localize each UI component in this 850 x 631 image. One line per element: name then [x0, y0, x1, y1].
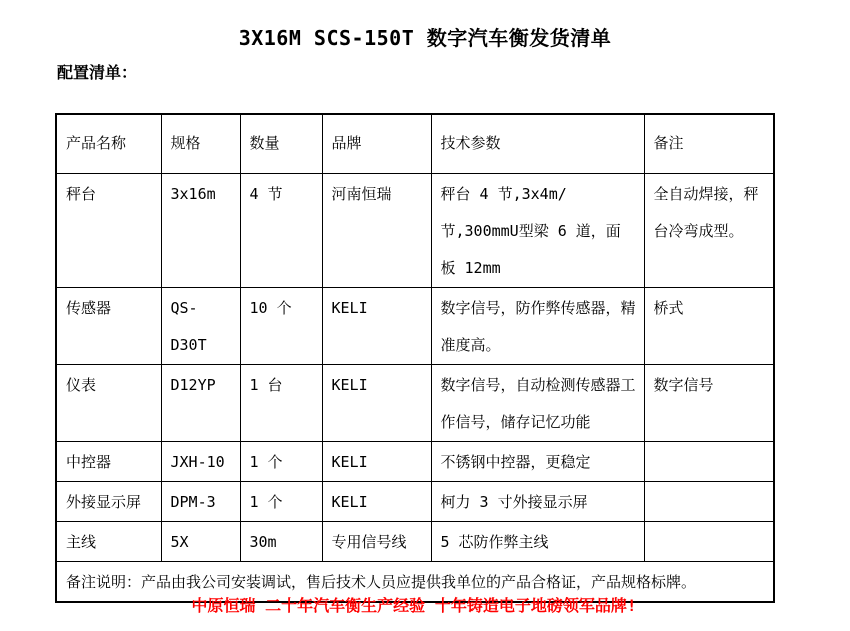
cell-brand: KELI	[322, 441, 431, 481]
col-header-spec: 规格	[161, 114, 240, 173]
cell-product: 秤台	[56, 173, 161, 287]
cell-brand: KELI	[322, 287, 431, 364]
cell-brand: 专用信号线	[322, 521, 431, 561]
cell-remark	[644, 481, 774, 521]
table-row-sensor	[56, 287, 774, 364]
cell-tech-params: 数字信号，防作弊传感器，精准度高。	[431, 287, 644, 364]
cell-product: 仪表	[56, 364, 161, 441]
footer-slogan: 中原恒瑞 二十年汽车衡生产经验 十年铸造电子地磅领军品牌!	[191, 596, 637, 615]
cell-brand: 河南恒瑞	[322, 173, 431, 287]
table-header-row	[56, 114, 774, 173]
cell-product: 传感器	[56, 287, 161, 364]
delivery-config-table	[55, 113, 775, 603]
cell-spec: 5X	[161, 521, 240, 561]
col-header-remark: 备注	[644, 114, 774, 173]
cell-product: 中控器	[56, 441, 161, 481]
table-row-indicator	[56, 364, 774, 441]
cell-spec: QS-D30T	[161, 287, 240, 364]
table-row-external-display	[56, 481, 774, 521]
config-list-label: 配置清单：	[57, 63, 138, 82]
col-header-tech-params: 技术参数	[431, 114, 644, 173]
table-row-main-cable	[56, 521, 774, 561]
cell-quantity: 1 个	[240, 441, 322, 481]
cell-brand: KELI	[322, 364, 431, 441]
page-title: 3X16M SCS-150T 数字汽车衡发货清单	[238, 26, 612, 50]
cell-brand: KELI	[322, 481, 431, 521]
cell-remark	[644, 521, 774, 561]
cell-product: 外接显示屏	[56, 481, 161, 521]
cell-remark: 数字信号	[644, 364, 774, 441]
col-header-quantity: 数量	[240, 114, 322, 173]
cell-remark: 桥式	[644, 287, 774, 364]
cell-quantity: 1 个	[240, 481, 322, 521]
cell-tech-params: 柯力 3 寸外接显示屏	[431, 481, 644, 521]
cell-quantity: 10 个	[240, 287, 322, 364]
cell-spec: 3x16m	[161, 173, 240, 287]
cell-remark: 全自动焊接，秤台冷弯成型。	[644, 173, 774, 287]
cell-tech-params: 秤台 4 节,3x4m/节,300mmU型梁 6 道，面板 12mm	[431, 173, 644, 287]
col-header-product-name: 产品名称	[56, 114, 161, 173]
note-text: 备注说明：产品由我公司安装调试，售后技术人员应提供我单位的产品合格证，产品规格标牌。	[56, 561, 774, 602]
cell-tech-params: 数字信号，自动检测传感器工作信号，储存记忆功能	[431, 364, 644, 441]
cell-spec: DPM-3	[161, 481, 240, 521]
cell-tech-params: 不锈钢中控器，更稳定	[431, 441, 644, 481]
cell-remark	[644, 441, 774, 481]
table-row-weighbridge	[56, 173, 774, 287]
cell-tech-params: 5 芯防作弊主线	[431, 521, 644, 561]
cell-quantity: 30m	[240, 521, 322, 561]
cell-quantity: 4 节	[240, 173, 322, 287]
col-header-brand: 品牌	[322, 114, 431, 173]
table-row-junction-box	[56, 441, 774, 481]
cell-product: 主线	[56, 521, 161, 561]
cell-quantity: 1 台	[240, 364, 322, 441]
cell-spec: D12YP	[161, 364, 240, 441]
cell-spec: JXH-10	[161, 441, 240, 481]
